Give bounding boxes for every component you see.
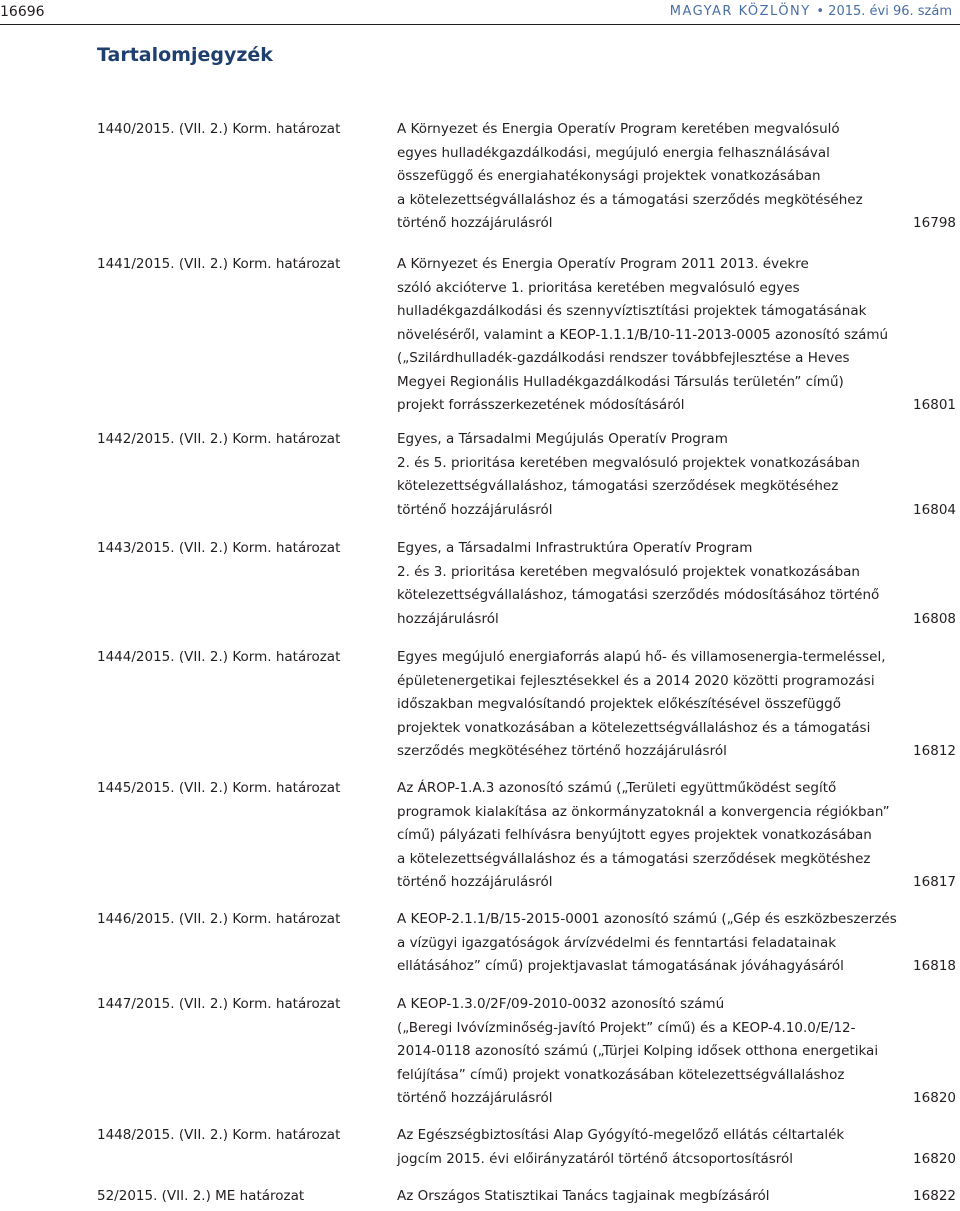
entry-description [397, 1185, 887, 1209]
entry-description-line: 2014-0118 azonosító számú („Türjei Kolping idősek otthona energetikai [397, 1043, 879, 1059]
entry-page-number: 16804 [913, 501, 956, 518]
issue-label: • 2015. évi 96. szám [816, 4, 952, 19]
entry-description-line: épületenergetikai fejlesztésekkel és a 2014 2020 közötti programozási [397, 672, 875, 689]
entry-id: 1442/2015. (VII. 2.) Korm. határozat [97, 431, 341, 447]
entry-description-line: egyes hulladékgazdálkodási, megújuló energia felhasználásával [397, 144, 830, 161]
entry-page-number: 16808 [913, 610, 956, 627]
entry-description-line: történő hozzájárulásról [397, 215, 553, 231]
entry-description-line: a vízügyi igazgatóságok árvízvédelmi és fenntartási feladatainak [397, 934, 837, 951]
journal-name: MAGYAR KÖZLÖNY [669, 4, 811, 19]
entry-id: 1445/2015. (VII. 2.) Korm. határozat [97, 780, 341, 796]
entry-description [397, 993, 887, 1111]
entry-page-number: 16801 [913, 397, 956, 413]
header-divider [0, 24, 960, 25]
entry-id: 1448/2015. (VII. 2.) Korm. határozat [97, 1127, 341, 1143]
entry-page-number: 16822 [913, 1188, 956, 1204]
entry-page-number: 16820 [913, 1150, 956, 1167]
entry-description-line: projekt forrásszerkezetének módosításáról [397, 397, 685, 413]
entry-id: 1444/2015. (VII. 2.) Korm. határozat [97, 649, 341, 665]
entry-page-number: 16820 [913, 1090, 956, 1106]
entry-description-line: programok kialakítása az önkormányzatoknál a konvergencia régiókban” [397, 803, 890, 820]
entry-id: 1443/2015. (VII. 2.) Korm. határozat [97, 540, 341, 556]
entry-description-line: felújítása” című) projekt vonatkozásában kötelezettségvállaláshoz [397, 1066, 845, 1083]
entry-description [397, 1124, 887, 1171]
entry-description-line: Egyes megújuló energiaforrás alapú hő- és villamosenergia-termeléssel, [397, 649, 886, 665]
entry-id: 52/2015. (VII. 2.) ME határozat [97, 1188, 305, 1204]
entry-description-line: kötelezettségvállaláshoz, támogatási szerződés módosításához történő [397, 587, 880, 603]
entry-description-line: történő hozzájárulásról [397, 1090, 553, 1106]
entry-description [397, 777, 890, 895]
entry-description-line: hulladékgazdálkodási és szennyvíztisztítási projektek támogatásának [397, 303, 867, 319]
entry-description-line: A Környezet és Energia Operatív Program keretében megvalósuló [397, 121, 840, 137]
entry-description-line: („Szilárdhulladék-gazdálkodási rendszer továbbfejlesztése a Heves [397, 350, 850, 366]
entry-description-line: projektek vonatkozásában a kötelezettségvállaláshoz és a támogatási [397, 719, 871, 736]
entry-description-line: Az Országos Statisztikai Tanács tagjainak megbízásáról [397, 1188, 770, 1204]
entry-description-line: a kötelezettségvállaláshoz és a támogatási szerződés megkötéséhez [397, 191, 863, 208]
entry-description-line: történő hozzájárulásról [397, 501, 553, 518]
entry-description-line: („Beregi Ivóvízminőség-javító Projekt” című) és a KEOP-4.10.0/E/12- [397, 1019, 856, 1036]
entry-description-line: hozzájárulásról [397, 610, 499, 627]
page-number: 16696 [0, 4, 45, 20]
entry-id: 1441/2015. (VII. 2.) Korm. határozat [97, 256, 341, 272]
entry-description [397, 253, 887, 418]
entry-description-line: A Környezet és Energia Operatív Program 2011 2013. évekre [397, 256, 809, 272]
entry-description-line: Egyes, a Társadalmi Megújulás Operatív Program [397, 431, 728, 447]
entry-description-line: jogcím 2015. évi előirányzatáról történő átcsoportosításról [397, 1150, 794, 1167]
toc-title: Tartalomjegyzék [97, 44, 273, 66]
page-header [0, 0, 960, 24]
journal-title [670, 4, 952, 19]
entry-description-line: Az Egészségbiztosítási Alap Gyógyító-megelőző ellátás céltartalék [397, 1127, 845, 1143]
entry-description-line: Egyes, a Társadalmi Infrastruktúra Operatív Program [397, 540, 753, 556]
entry-description [397, 908, 897, 979]
entry-description [397, 428, 887, 522]
entry-description-line: ellátásához” című) projektjavaslat támogatásának jóváhagyásáról [397, 958, 844, 974]
entry-description-line: 2. és 5. prioritása keretében megvalósuló projektek vonatkozásában [397, 454, 860, 471]
entry-page-number: 16817 [913, 874, 956, 890]
entry-description [397, 118, 887, 236]
entry-page-number: 16798 [913, 215, 956, 231]
entry-page-number: 16818 [913, 958, 956, 974]
entry-description-line: című) pályázati felhívásra benyújtott egyes projektek vonatkozásában [397, 827, 872, 843]
entry-description [397, 537, 887, 631]
entry-id: 1440/2015. (VII. 2.) Korm. határozat [97, 121, 341, 137]
entry-description-line: összefüggő és energiahatékonysági projektek vonatkozásában [397, 168, 821, 184]
entry-description-line: Megyei Regionális Hulladékgazdálkodási Társulás területén” című) [397, 373, 844, 390]
entry-description-line: szerződés megkötéséhez történő hozzájárulásról [397, 743, 727, 759]
entry-description-line: növeléséről, valamint a KEOP-1.1.1/B/10-11-2013-0005 azonosító számú [397, 326, 889, 343]
entry-description-line: időszakban megvalósítandó projektek előkészítésével összefüggő [397, 696, 841, 712]
entry-description-line: a kötelezettségvállaláshoz és a támogatási szerződések megkötéshez [397, 850, 871, 867]
entry-description-line: történő hozzájárulásról [397, 874, 553, 890]
entry-id: 1447/2015. (VII. 2.) Korm. határozat [97, 996, 341, 1012]
entry-page-number: 16812 [913, 743, 956, 759]
entry-id: 1446/2015. (VII. 2.) Korm. határozat [97, 911, 341, 927]
entry-description [397, 646, 887, 764]
entry-description-line: Az ÁROP-1.A.3 azonosító számú („Területi együttműködést segítő [397, 780, 837, 796]
entry-description-line: szóló akcióterve 1. prioritása keretében megvalósuló egyes [397, 279, 800, 296]
entry-description-line: 2. és 3. prioritása keretében megvalósuló projektek vonatkozásában [397, 563, 860, 580]
entry-description-line: A KEOP-1.3.0/2F/09-2010-0032 azonosító számú [397, 996, 725, 1012]
entry-description-line: A KEOP-2.1.1/B/15-2015-0001 azonosító számú („Gép és eszközbeszerzés [397, 911, 897, 927]
entry-description-line: kötelezettségvállaláshoz, támogatási szerződések megkötéséhez [397, 478, 839, 494]
